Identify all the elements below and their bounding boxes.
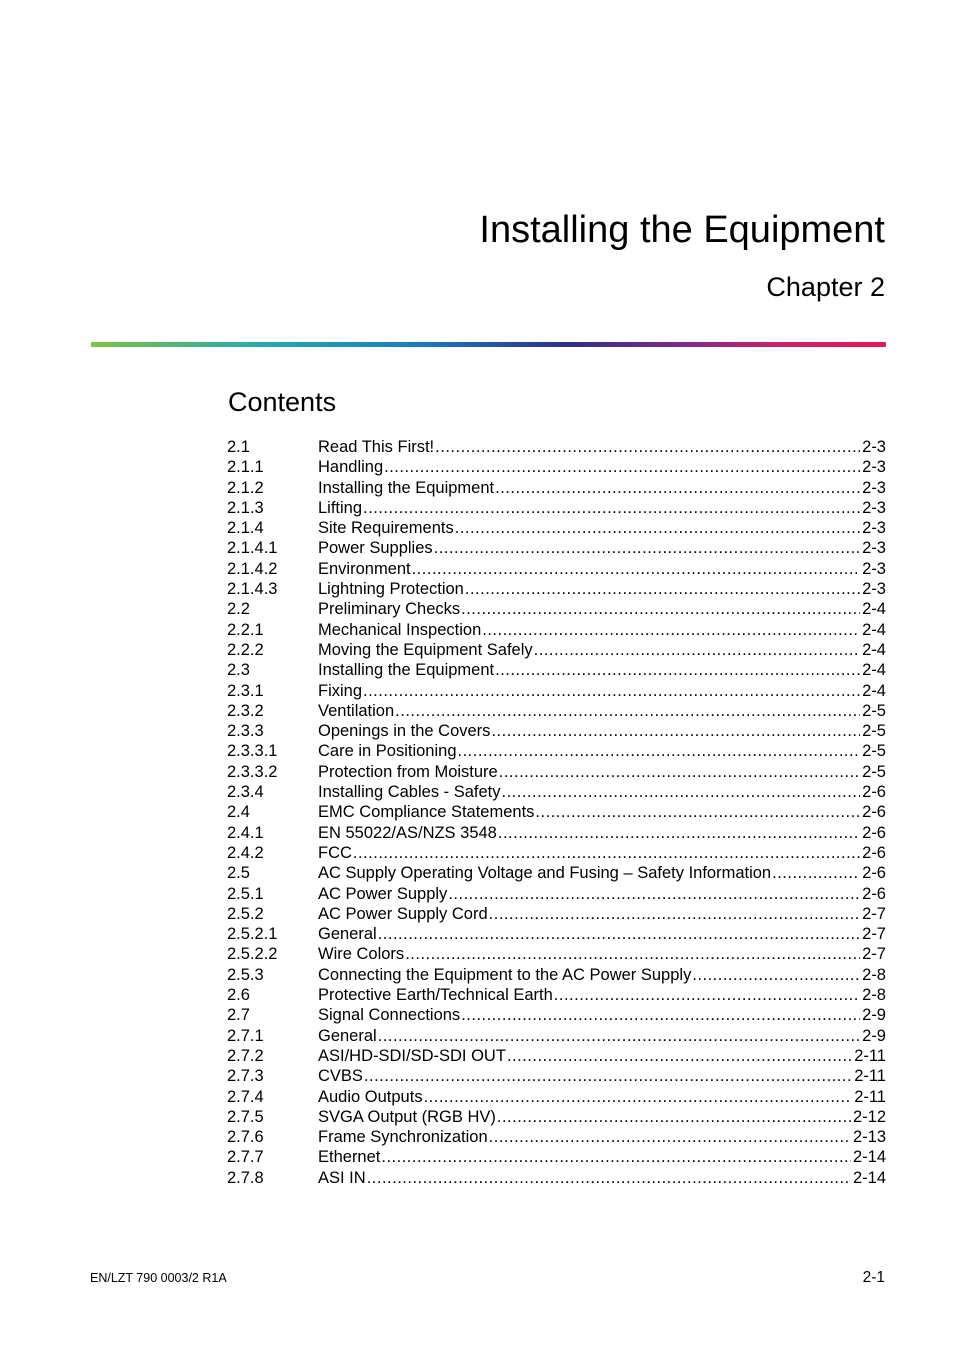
toc-entry-page: 2-9 bbox=[862, 1006, 886, 1025]
toc-entry[interactable] bbox=[227, 1005, 886, 1025]
toc-entry[interactable] bbox=[227, 579, 886, 599]
toc-entry-number: 2.3 bbox=[227, 661, 250, 680]
toc-entry[interactable] bbox=[227, 884, 886, 904]
toc-entry-title: Power Supplies bbox=[318, 539, 433, 558]
toc-entry-title: Frame Synchronization bbox=[318, 1128, 488, 1147]
toc-entry-page: 2-4 bbox=[862, 661, 886, 680]
toc-entry-number: 2.1.2 bbox=[227, 478, 264, 497]
toc-entry-title: Ethernet bbox=[318, 1148, 381, 1167]
toc-entry-page: 2-5 bbox=[862, 762, 886, 781]
toc-entry-page: 2-3 bbox=[862, 478, 886, 497]
toc-entry-page: 2-4 bbox=[862, 600, 886, 619]
toc-dot-leader bbox=[363, 498, 860, 518]
toc-entry-number: 2.5.1 bbox=[227, 884, 264, 903]
toc-dot-leader bbox=[498, 823, 860, 843]
toc-dot-leader bbox=[384, 457, 860, 477]
toc-dot-leader bbox=[482, 620, 860, 640]
toc-dot-leader bbox=[381, 1147, 851, 1167]
toc-entry[interactable] bbox=[227, 518, 886, 538]
toc-entry[interactable] bbox=[227, 701, 886, 721]
toc-entry[interactable] bbox=[227, 681, 886, 701]
toc-entry[interactable] bbox=[227, 437, 886, 457]
toc-entry-title: Installing the Equipment bbox=[318, 478, 495, 497]
table-of-contents bbox=[227, 437, 886, 1188]
toc-dot-leader bbox=[378, 1026, 860, 1046]
toc-entry[interactable] bbox=[227, 924, 886, 944]
toc-entry[interactable] bbox=[227, 1168, 886, 1188]
toc-entry[interactable] bbox=[227, 863, 886, 883]
toc-entry-number: 2.3.1 bbox=[227, 681, 264, 700]
document-id: EN/LZT 790 0003/2 R1A bbox=[90, 1271, 227, 1285]
toc-entry-title: Installing the Equipment bbox=[318, 661, 495, 680]
toc-entry-number: 2.1.4 bbox=[227, 519, 264, 538]
toc-entry-page: 2-11 bbox=[854, 1046, 886, 1065]
toc-entry-title: Environment bbox=[318, 559, 411, 578]
toc-dot-leader bbox=[364, 1066, 852, 1086]
toc-entry-number: 2.7 bbox=[227, 1006, 250, 1025]
toc-entry-page: 2-7 bbox=[862, 945, 886, 964]
toc-entry-number: 2.2.1 bbox=[227, 620, 264, 639]
toc-dot-leader bbox=[465, 579, 860, 599]
toc-entry-page: 2-5 bbox=[862, 701, 886, 720]
toc-entry-title: Openings in the Covers bbox=[318, 722, 491, 741]
toc-entry-title: Moving the Equipment Safely bbox=[318, 640, 533, 659]
toc-entry[interactable] bbox=[227, 721, 886, 741]
toc-entry[interactable] bbox=[227, 802, 886, 822]
toc-entry-page: 2-9 bbox=[862, 1026, 886, 1045]
toc-entry-number: 2.7.3 bbox=[227, 1067, 264, 1086]
toc-entry[interactable] bbox=[227, 762, 886, 782]
toc-dot-leader bbox=[424, 1087, 853, 1107]
toc-entry[interactable] bbox=[227, 1127, 886, 1147]
toc-dot-leader bbox=[435, 437, 860, 457]
toc-dot-leader bbox=[554, 985, 860, 1005]
toc-dot-leader bbox=[458, 741, 861, 761]
toc-entry-number: 2.2 bbox=[227, 600, 250, 619]
toc-entry-title: Protection from Moisture bbox=[318, 762, 498, 781]
toc-entry-number: 2.4.2 bbox=[227, 843, 264, 862]
toc-dot-leader bbox=[363, 681, 860, 701]
toc-entry-number: 2.7.8 bbox=[227, 1168, 264, 1187]
toc-dot-leader bbox=[489, 904, 860, 924]
toc-entry-page: 2-3 bbox=[862, 438, 886, 456]
toc-entry-number: 2.2.2 bbox=[227, 640, 264, 659]
toc-entry-title: Signal Connections bbox=[318, 1006, 461, 1025]
toc-entry[interactable] bbox=[227, 1046, 886, 1066]
toc-entry[interactable] bbox=[227, 1087, 886, 1107]
toc-entry-number: 2.4 bbox=[227, 803, 250, 822]
toc-entry-number: 2.5.3 bbox=[227, 965, 264, 984]
toc-entry-title: AC Supply Operating Voltage and Fusing – Safety Information bbox=[318, 864, 772, 883]
toc-entry-title: Care in Positioning bbox=[318, 742, 457, 761]
toc-entry[interactable] bbox=[227, 559, 886, 579]
toc-entry-page: 2-6 bbox=[862, 783, 886, 802]
toc-entry-number: 2.7.4 bbox=[227, 1087, 264, 1106]
toc-entry-page: 2-3 bbox=[862, 498, 886, 517]
toc-entry-number: 2.1 bbox=[227, 438, 250, 456]
toc-dot-leader bbox=[502, 782, 861, 802]
toc-entry-page: 2-12 bbox=[852, 1107, 886, 1126]
toc-entry[interactable] bbox=[227, 782, 886, 802]
toc-entry-title: General bbox=[318, 925, 377, 944]
toc-entry-title: General bbox=[318, 1026, 377, 1045]
toc-entry-number: 2.3.2 bbox=[227, 701, 264, 720]
toc-entry-title: Lightning Protection bbox=[318, 580, 464, 599]
toc-entry[interactable] bbox=[227, 944, 886, 964]
toc-entry-number: 2.7.6 bbox=[227, 1128, 264, 1147]
toc-entry-title: Mechanical Inspection bbox=[318, 620, 482, 639]
contents-heading: Contents bbox=[228, 387, 337, 417]
toc-entry-title: CVBS bbox=[318, 1067, 363, 1086]
toc-dot-leader bbox=[405, 944, 860, 964]
toc-dot-leader bbox=[412, 559, 861, 579]
toc-entry-title: Read This First! bbox=[318, 438, 435, 456]
toc-entry-page: 2-5 bbox=[862, 722, 886, 741]
toc-entry-title: Wire Colors bbox=[318, 945, 405, 964]
toc-entry-number: 2.1.4.2 bbox=[227, 559, 278, 578]
toc-entry-title: EN 55022/AS/NZS 3548 bbox=[318, 823, 497, 842]
toc-entry-page: 2-6 bbox=[862, 884, 886, 903]
toc-entry-page: 2-7 bbox=[862, 904, 886, 923]
toc-entry-number: 2.1.3 bbox=[227, 498, 264, 517]
toc-entry-page: 2-13 bbox=[852, 1128, 886, 1147]
toc-dot-leader bbox=[461, 599, 860, 619]
toc-entry[interactable] bbox=[227, 965, 886, 985]
toc-entry-number: 2.7.2 bbox=[227, 1046, 264, 1065]
toc-entry-title: ASI/HD-SDI/SD-SDI OUT bbox=[318, 1046, 506, 1065]
toc-entry-page: 2-5 bbox=[862, 742, 886, 761]
toc-entry-page: 2-11 bbox=[854, 1087, 886, 1106]
toc-entry-title: Ventilation bbox=[318, 701, 395, 720]
toc-entry-page: 2-14 bbox=[852, 1148, 886, 1167]
toc-dot-leader bbox=[507, 1046, 852, 1066]
toc-entry-page: 2-6 bbox=[862, 823, 886, 842]
toc-entry[interactable] bbox=[227, 1066, 886, 1086]
toc-entry[interactable] bbox=[227, 538, 886, 558]
toc-entry[interactable] bbox=[227, 904, 886, 924]
toc-dot-leader bbox=[448, 884, 860, 904]
toc-entry-title: FCC bbox=[318, 843, 352, 862]
toc-entry[interactable] bbox=[227, 660, 886, 680]
toc-entry-page: 2-4 bbox=[862, 620, 886, 639]
toc-entry-number: 2.5.2 bbox=[227, 904, 264, 923]
toc-entry-title: ASI IN bbox=[318, 1168, 366, 1187]
toc-entry-title: Connecting the Equipment to the AC Power Supply bbox=[318, 965, 692, 984]
toc-entry-page: 2-3 bbox=[862, 539, 886, 558]
toc-entry-page: 2-6 bbox=[862, 843, 886, 862]
toc-dot-leader bbox=[434, 538, 860, 558]
toc-dot-leader bbox=[378, 924, 860, 944]
toc-entry[interactable] bbox=[227, 843, 886, 863]
toc-entry-number: 2.5.2.1 bbox=[227, 925, 278, 944]
toc-dot-leader bbox=[497, 1107, 851, 1127]
toc-entry-page: 2-11 bbox=[854, 1067, 886, 1086]
toc-entry-number: 2.5.2.2 bbox=[227, 945, 278, 964]
toc-entry-page: 2-3 bbox=[862, 458, 886, 477]
toc-entry-title: Preliminary Checks bbox=[318, 600, 461, 619]
toc-entry-title: Site Requirements bbox=[318, 519, 454, 538]
toc-entry-title: EMC Compliance Statements bbox=[318, 803, 535, 822]
toc-dot-leader bbox=[535, 802, 860, 822]
toc-entry-number: 2.7.5 bbox=[227, 1107, 264, 1126]
toc-entry-title: Installing Cables - Safety bbox=[318, 783, 501, 802]
toc-entry-number: 2.6 bbox=[227, 986, 250, 1005]
toc-entry-number: 2.1.1 bbox=[227, 458, 264, 477]
toc-entry-title: Fixing bbox=[318, 681, 363, 700]
toc-entry-page: 2-4 bbox=[862, 681, 886, 700]
toc-entry-page: 2-8 bbox=[862, 986, 886, 1005]
toc-dot-leader bbox=[395, 701, 860, 721]
toc-entry[interactable] bbox=[227, 620, 886, 640]
toc-entry[interactable] bbox=[227, 823, 886, 843]
toc-entry-title: Audio Outputs bbox=[318, 1087, 423, 1106]
toc-dot-leader bbox=[772, 863, 860, 883]
toc-dot-leader bbox=[489, 1127, 851, 1147]
toc-entry[interactable] bbox=[227, 1026, 886, 1046]
toc-entry[interactable] bbox=[227, 1147, 886, 1167]
toc-entry-page: 2-3 bbox=[862, 519, 886, 538]
toc-dot-leader bbox=[499, 762, 860, 782]
toc-dot-leader bbox=[353, 843, 860, 863]
toc-entry-number: 2.3.3.2 bbox=[227, 762, 278, 781]
toc-entry-title: SVGA Output (RGB HV) bbox=[318, 1107, 496, 1126]
toc-entry-page: 2-6 bbox=[862, 864, 886, 883]
chapter-title: Installing the Equipment bbox=[479, 209, 885, 251]
toc-entry-page: 2-6 bbox=[862, 803, 886, 822]
toc-dot-leader bbox=[495, 478, 860, 498]
toc-entry-title: Handling bbox=[318, 458, 384, 477]
toc-dot-leader bbox=[455, 518, 860, 538]
toc-entry-page: 2-4 bbox=[862, 640, 886, 659]
toc-dot-leader bbox=[491, 721, 860, 741]
chapter-number: Chapter 2 bbox=[766, 272, 885, 302]
toc-entry-title: Protective Earth/Technical Earth bbox=[318, 986, 553, 1005]
toc-entry-page: 2-7 bbox=[862, 925, 886, 944]
toc-entry-number: 2.3.3.1 bbox=[227, 742, 278, 761]
toc-dot-leader bbox=[692, 965, 860, 985]
toc-entry-page: 2-14 bbox=[852, 1168, 886, 1187]
gradient-divider bbox=[91, 342, 886, 347]
toc-entry-number: 2.1.4.1 bbox=[227, 539, 278, 558]
toc-entry[interactable] bbox=[227, 640, 886, 660]
toc-entry-page: 2-3 bbox=[862, 559, 886, 578]
toc-dot-leader bbox=[367, 1168, 851, 1188]
toc-entry[interactable] bbox=[227, 985, 886, 1005]
page-number: 2-1 bbox=[862, 1269, 885, 1286]
toc-entry-number: 2.5 bbox=[227, 864, 250, 883]
toc-entry[interactable] bbox=[227, 478, 886, 498]
toc-entry-number: 2.7.7 bbox=[227, 1148, 264, 1167]
toc-dot-leader bbox=[495, 660, 860, 680]
toc-entry-number: 2.7.1 bbox=[227, 1026, 264, 1045]
toc-entry[interactable] bbox=[227, 599, 886, 619]
toc-dot-leader bbox=[534, 640, 861, 660]
toc-entry-number: 2.4.1 bbox=[227, 823, 264, 842]
toc-entry-page: 2-8 bbox=[862, 965, 886, 984]
toc-entry-number: 2.3.3 bbox=[227, 722, 264, 741]
toc-entry-title: AC Power Supply Cord bbox=[318, 904, 488, 923]
toc-entry-number: 2.1.4.3 bbox=[227, 580, 278, 599]
toc-entry[interactable] bbox=[227, 741, 886, 761]
toc-entry-title: AC Power Supply bbox=[318, 884, 448, 903]
toc-entry-number: 2.3.4 bbox=[227, 783, 264, 802]
toc-entry-title: Lifting bbox=[318, 498, 363, 517]
toc-entry-page: 2-3 bbox=[862, 580, 886, 599]
toc-entry[interactable] bbox=[227, 457, 886, 477]
toc-entry[interactable] bbox=[227, 1107, 886, 1127]
toc-dot-leader bbox=[461, 1005, 860, 1025]
toc-entry[interactable] bbox=[227, 498, 886, 518]
